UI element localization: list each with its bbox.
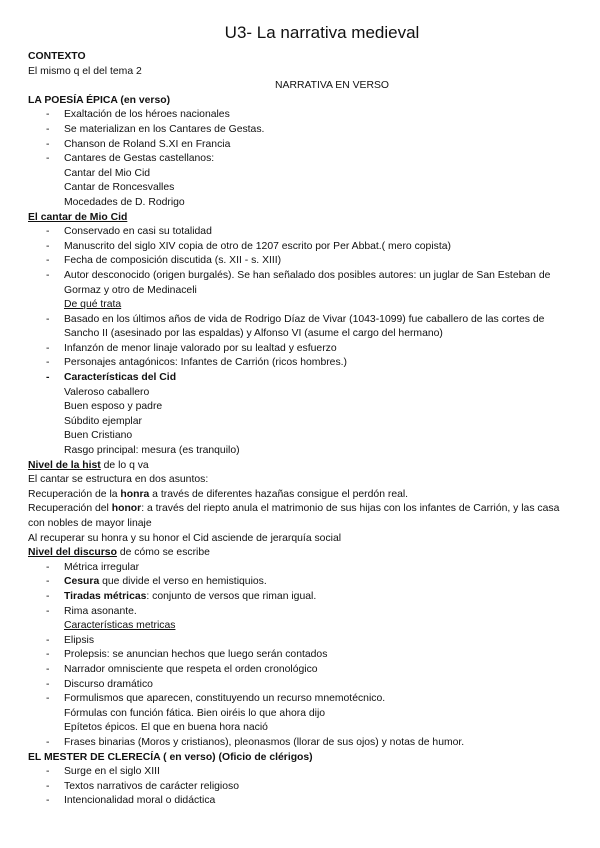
list-item: - Prolepsis: se anuncian hechos que luego serán contados (28, 648, 576, 663)
honra-paragraph (28, 488, 576, 503)
list-item: - Discurso dramático (28, 678, 576, 693)
list-item: - Basado en los últimos años de vida de Rodrigo Díaz de Vivar (1043-1099) fue caballero de las cortes de Sancho II (asesinado por las espaldas) y Alfonso VI (asume el cargo del hermano) (28, 313, 576, 342)
list-item: - Personajes antagónicos: Infantes de Carrión (ricos hombres.) (28, 356, 576, 371)
sub-item: Mocedades de D. Rodrigo (64, 196, 185, 208)
cesura-bold: Cesura (64, 576, 100, 588)
sub-item: Epítetos épicos. El que en buena hora nació (64, 722, 268, 734)
nivel-hist-final: Al recuperar su honra y su honor el Cid asciende de jerarquía social (28, 532, 342, 544)
sub-item: Cantar de Roncesvalles (64, 182, 175, 194)
sub-item: Cantar del Mio Cid (64, 167, 151, 179)
list-item: - Narrador omnisciente que respeta el orden cronológico (28, 663, 576, 678)
list-item (28, 575, 576, 590)
contexto-heading: CONTEXTO (28, 51, 86, 62)
list-item: - Fecha de composición discutida (s. XII - s. XIII) (28, 254, 576, 269)
tiradas-text: : conjunto de versos que riman igual. (146, 590, 317, 602)
list-item: - Formulismos que aparecen, constituyendo un recurso mnemotécnico. (28, 692, 576, 707)
list-item: - Rima asonante. (28, 605, 576, 620)
list-item: - Infanzón de menor linaje valorado por su lealtad y esfuerzo (28, 342, 576, 357)
nivel-discurso-heading: Nivel del discurso (28, 547, 117, 559)
nivel-discurso-line (28, 546, 576, 561)
cantar-heading: El cantar de Mio Cid (28, 211, 128, 223)
list-item: - Cantares de Gestas castellanos: (28, 152, 576, 167)
car-metricas-subheading: Características metricas (64, 620, 176, 632)
sub-item: Fórmulas con función fática. Bien oiréis lo que ahora dijo (64, 707, 326, 719)
document-page (28, 22, 576, 809)
list-item: - Textos narrativos de carácter religioso (28, 780, 576, 795)
nivel-hist-intro: El cantar se estructura en dos asuntos: (28, 474, 209, 486)
list-item: - Frases binarias (Moros y cristianos), pleonasmos (llorar de sus ojos) y notas de humor. (28, 736, 576, 751)
narrativa-heading: NARRATIVA EN VERSO (275, 80, 389, 92)
caracteristicas-cid: - Características del Cid (28, 371, 576, 386)
list-item: - Elipsis (28, 634, 576, 649)
nivel-hist-suffix: de lo q va (100, 459, 149, 471)
cesura-text: que divide el verso en hemistiquios. (99, 576, 267, 588)
mester-heading: EL MESTER DE CLERECÍA ( en verso) (Oficio de clérigos) (28, 751, 313, 763)
list-item: - Manuscrito del siglo XIV copia de otro de 1207 escrito por Per Abbat.( mero copista) (28, 240, 576, 255)
poesia-heading: LA POESÍA ÉPICA (en verso) (28, 94, 171, 106)
list-item (28, 590, 576, 605)
sub-item: Súbdito ejemplar (64, 415, 142, 427)
list-item: - Métrica irregular (28, 561, 576, 576)
sub-item: Buen Cristiano (64, 430, 133, 442)
nivel-discurso-suffix: de cómo se escribe (116, 547, 210, 559)
honor-bold: honor (111, 503, 142, 515)
page-title: U3- La narrativa medieval (224, 23, 420, 42)
list-item: - Conservado en casi su totalidad (28, 225, 576, 240)
list-item: - Surge en el siglo XIII (28, 765, 576, 780)
honra-pre: Recuperación de la (28, 488, 121, 500)
honra-post: a través de diferentes hazañas consigue el perdón real. (149, 488, 409, 500)
list-item: - Intencionalidad moral o didáctica (28, 794, 576, 809)
honor-pre: Recuperación del (28, 503, 112, 515)
sub-item: Rasgo principal: mesura (es tranquilo) (64, 445, 240, 457)
list-item: - Se materializan en los Cantares de Gestas. (28, 123, 576, 138)
sub-item: Valeroso caballero (64, 386, 150, 398)
honor-post: : a través del riepto anula el matrimonio de sus hijas con los infantes de Carrión, y las casa con nobles de mayor linaje (28, 503, 560, 529)
honor-paragraph (28, 502, 576, 531)
tiradas-bold: Tiradas métricas (64, 590, 147, 602)
honra-bold: honra (120, 488, 150, 500)
que-trata-subheading: De qué trata (64, 299, 122, 311)
list-item: - Exaltación de los héroes nacionales (28, 108, 576, 123)
list-item: - Autor desconocido (origen burgalés). Se han señalado dos posibles autores: un juglar de San Esteban de Gormaz y otro de Medinaceli (28, 269, 576, 298)
list-item: - Chanson de Roland S.XI en Francia (28, 138, 576, 153)
sub-item: Buen esposo y padre (64, 401, 163, 413)
nivel-hist-line (28, 459, 576, 474)
contexto-text: El mismo q el del tema 2 (28, 65, 142, 77)
nivel-hist-heading: Nivel de la hist (28, 459, 101, 471)
